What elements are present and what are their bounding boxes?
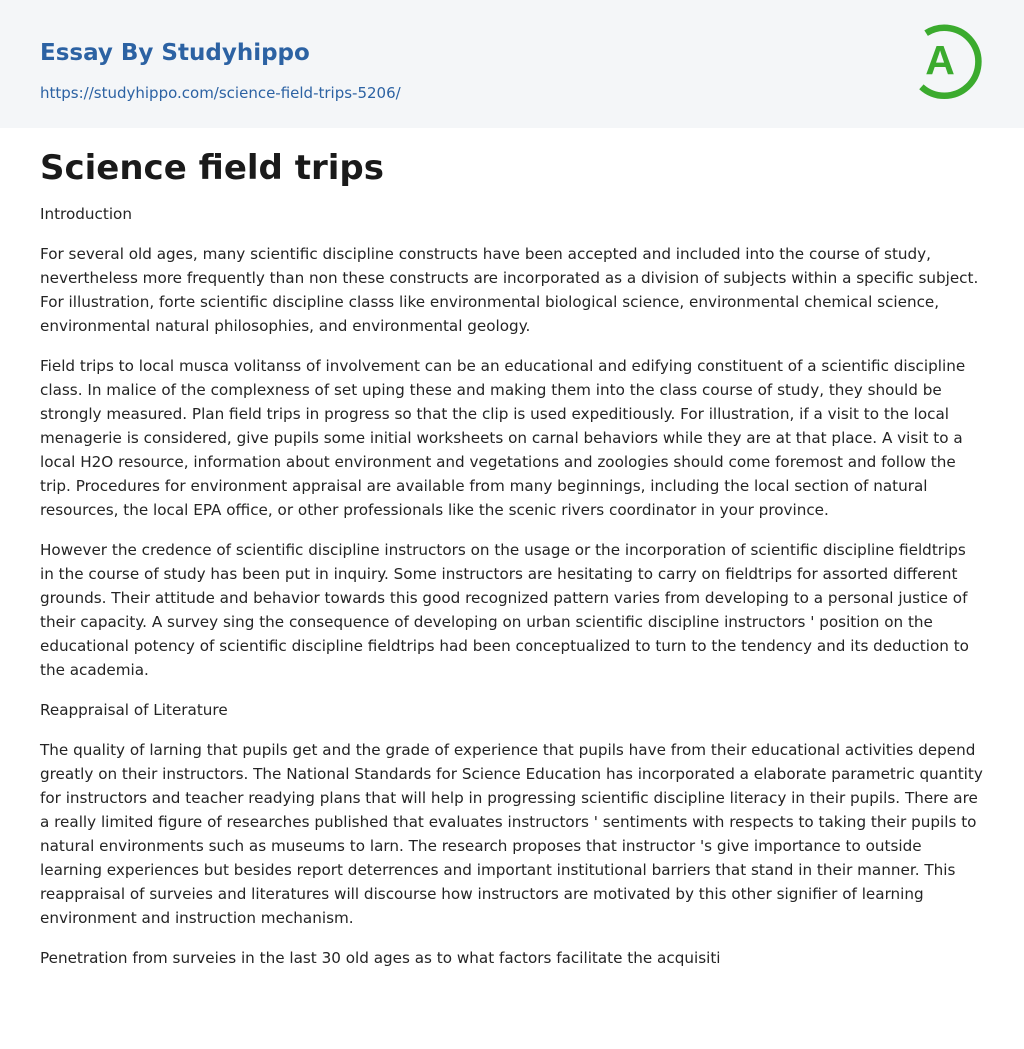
studyhippo-logo-icon[interactable] bbox=[912, 19, 986, 105]
truncated-paragraph: Penetration from surveies in the last 30 old ages as to what factors facilitate the acquisiti bbox=[40, 949, 721, 967]
logo-letter: A bbox=[925, 37, 955, 83]
page-title: Science field trips bbox=[40, 148, 384, 188]
body-paragraph: The quality of larning that pupils get and the grade of experience that pupils have from their educational activities depend greatly on their instructors. The National Standards for Science Education has incorporated a elaborate parametric quantity for instructors and teacher readying plans that will help in progressing scientific discipline literacy in their pupils. There are a really limited figure of researches published that evaluates instructors ' sentiments with respects to taking their pupils to natural environments such as museums to larn. The research proposes that instructor 's give importance to outside learning experiences but besides report deterrences and important institutional barriers that stand in their manner. This reappraisal of surveies and literatures will discourse how instructors are motivated by this other signifier of learning environment and instruction mechanism. bbox=[40, 741, 983, 927]
section-heading-literature: Reappraisal of Literature bbox=[40, 701, 228, 719]
section-heading-introduction: Introduction bbox=[40, 205, 132, 223]
body-paragraph: For several old ages, many scientific discipline constructs have been accepted and included into the course of study, nevertheless more frequently than non these constructs are incorporated as a division of subjects within a specific subject. For illustration, forte scientific discipline classs like environmental biological science, environmental chemical science, environmental natural philosophies, and environmental geology. bbox=[40, 245, 979, 335]
article-content bbox=[0, 146, 1024, 970]
body-paragraph: Field trips to local musca volitanss of involvement can be an educational and edifying constituent of a scientific discipline class. In malice of the complexness of set uping these and making them into the class course of study, they should be strongly measured. Plan field trips in progress so that the clip is used expeditiously. For illustration, if a visit to the local menagerie is considered, give pupils some initial worksheets on carnal behaviors while they are at that place. A visit to a local H2O resource, information about environment and vegetations and zoologies should come foremost and follow the trip. Procedures for environment appraisal are available from many beginnings, including the local section of natural resources, the local EPA office, or other professionals like the scenic rivers coordinator in your province. bbox=[40, 357, 966, 519]
body-paragraph: However the credence of scientific discipline instructors on the usage or the incorporation of scientific discipline fieldtrips in the course of study has been put in inquiry. Some instructors are hesitating to carry on fieldtrips for assorted different grounds. Their attitude and behavior towards this good recognized pattern varies from developing to a personal justice of their capacity. A survey sing the consequence of developing on urban scientific discipline instructors ' position on the educational potency of scientific discipline fieldtrips had been conceptualized to turn to the tendency and its deduction to the academia. bbox=[40, 541, 969, 679]
essay-url-link[interactable]: https://studyhippo.com/science-field-trips-5206/ bbox=[40, 84, 401, 102]
site-brand[interactable]: Essay By Studyhippo bbox=[40, 40, 310, 66]
site-header bbox=[0, 0, 1024, 128]
